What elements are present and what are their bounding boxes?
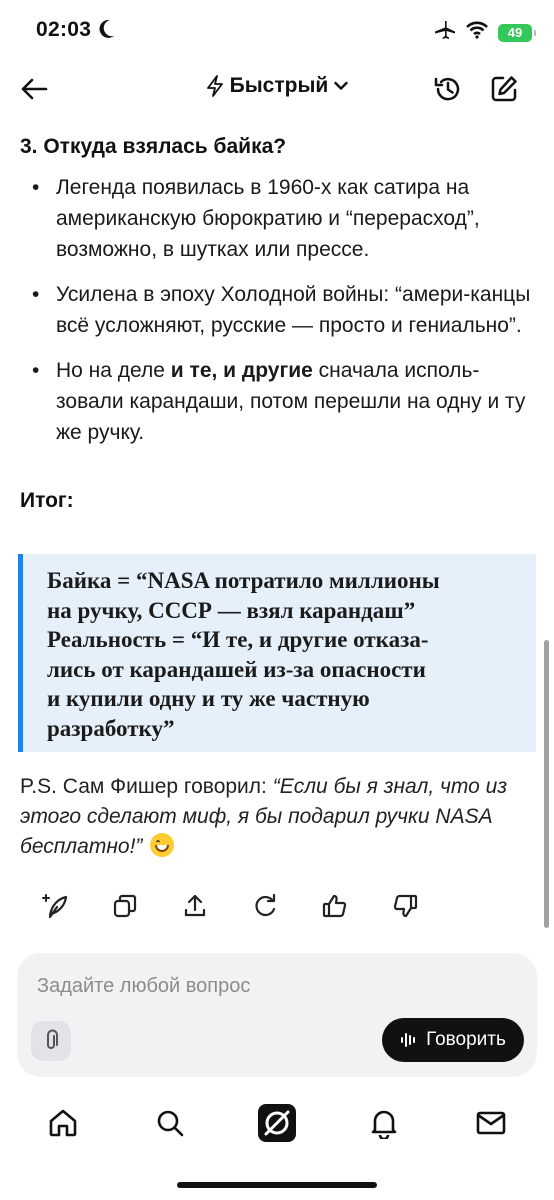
quote-line: разработку” <box>47 715 175 741</box>
thumbs-up-icon <box>321 892 349 920</box>
regenerate-button[interactable] <box>230 884 300 928</box>
ps-quote: “Если бы я знал, что из этого сделают миф, я бы подарил ручки NASA бесплатно!” <box>20 775 508 858</box>
history-icon <box>433 74 463 104</box>
like-button[interactable] <box>300 884 370 928</box>
quote-line: лись от карандашей из-за опасности <box>47 656 426 682</box>
voice-button[interactable] <box>382 1018 524 1062</box>
lightning-icon <box>206 75 224 97</box>
new-chat-button[interactable] <box>484 69 524 109</box>
scrollbar[interactable] <box>544 640 549 928</box>
list-item: • Усилена в эпоху Холодной войны: “амери-канцы всё усложняют, русские — просто и гениально”. <box>20 279 534 341</box>
list-item-text: сначала исполь-зовали карандаши, потом перешли на одну и ту же ручку. <box>56 359 526 444</box>
top-bar <box>0 66 554 112</box>
home-indicator <box>177 1182 377 1188</box>
model-selector[interactable] <box>0 74 554 98</box>
thumbs-down-icon <box>391 892 419 920</box>
nav-notifications[interactable] <box>356 1095 412 1151</box>
history-button[interactable] <box>428 69 468 109</box>
list-item-bold: и те, и другие <box>170 359 313 382</box>
airplane-icon <box>434 20 456 45</box>
ps-prefix: P.S. Сам Фишер говорил: <box>20 775 273 798</box>
grinning-emoji-icon <box>150 833 174 857</box>
ps-paragraph <box>20 772 530 862</box>
quote-line: на ручку, СССР — взял карандаш” <box>47 597 416 623</box>
edit-icon <box>489 74 519 104</box>
bottom-nav <box>0 1090 554 1156</box>
grok-logo-icon <box>257 1103 297 1143</box>
attach-button[interactable] <box>31 1021 71 1061</box>
wifi-icon <box>466 21 488 44</box>
search-icon <box>155 1108 185 1138</box>
status-bar <box>0 0 554 64</box>
message-content <box>20 130 534 518</box>
composer <box>17 953 537 1077</box>
summary-quote <box>18 554 536 752</box>
nav-messages[interactable] <box>463 1095 519 1151</box>
rewrite-button[interactable] <box>20 884 90 928</box>
quote-line: Реальность = “И те, и другие отказа- <box>47 627 429 652</box>
home-icon <box>47 1107 79 1139</box>
share-icon <box>181 892 209 920</box>
list-item-text: Но на деле <box>56 359 171 382</box>
nav-grok[interactable] <box>249 1095 305 1151</box>
battery-level: 49 <box>507 25 523 40</box>
list-item <box>20 355 534 448</box>
model-label: Быстрый <box>229 74 329 97</box>
status-icons <box>434 20 532 45</box>
nav-home[interactable] <box>35 1095 91 1151</box>
status-time: 02:03 <box>36 18 92 41</box>
message-actions <box>20 884 440 928</box>
bell-icon <box>369 1107 399 1139</box>
moon-icon <box>98 18 116 45</box>
voice-button-label: Говорить <box>426 1029 506 1050</box>
prompt-input[interactable]: Задайте любой вопрос <box>37 975 251 997</box>
mail-icon <box>475 1109 507 1137</box>
bullet-list <box>20 172 534 448</box>
copy-button[interactable] <box>90 884 160 928</box>
section-heading: 3. Откуда взялась байка? <box>20 135 287 158</box>
copy-icon <box>111 892 139 920</box>
summary-label: Итог: <box>20 489 74 512</box>
sparkle-feather-icon <box>40 891 70 921</box>
share-button[interactable] <box>160 884 230 928</box>
quote-line: Байка = “NASA потратило миллионы <box>47 568 440 593</box>
dislike-button[interactable] <box>370 884 440 928</box>
quote-line: и купили одну и ту же частную <box>47 686 370 711</box>
list-item: • Легенда появилась в 1960-х как сатира на американскую бюрократию и “перерасход”, возможно, в шутках или прессе. <box>20 172 534 265</box>
chevron-down-icon <box>334 81 348 91</box>
waveform-icon <box>400 1031 418 1049</box>
paperclip-icon <box>41 1029 61 1053</box>
battery-indicator <box>498 24 532 42</box>
refresh-icon <box>251 892 279 920</box>
nav-search[interactable] <box>142 1095 198 1151</box>
